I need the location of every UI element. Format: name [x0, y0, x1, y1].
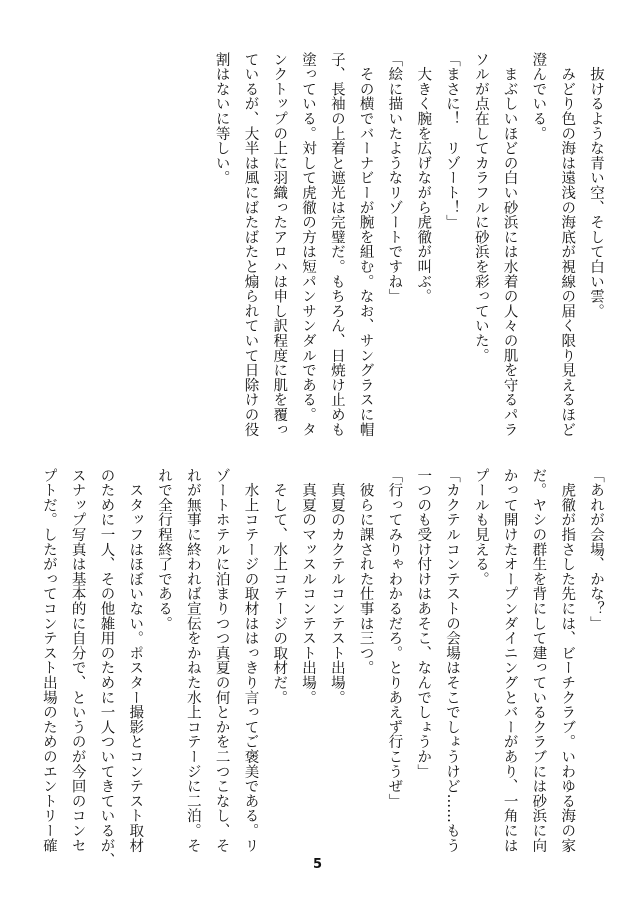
text-line: れが無事に終われば宣伝をかねた水上コテージに二泊。そ [184, 468, 201, 853]
text-line: まぶしいほどの白い砂浜には水着の人々の肌を守るパラ [501, 52, 518, 437]
text-line: ンクトップの上に羽織ったアロハは申し訳程度に肌を覆っ [271, 52, 288, 437]
text-line: だ。ヤシの群生を背にして建っているクラブには砂浜に向 [530, 468, 547, 853]
text-line: プールも見える。 [472, 468, 489, 587]
text-line: のために一人、その他雑用のために一人ついてきているが、 [98, 468, 115, 868]
text-line: 割はないに等しい。 [213, 52, 230, 186]
text-line: そして、水上コテージの取材だ。 [271, 468, 288, 705]
page-number: 5 [312, 857, 323, 872]
text-line: 「絵に描いたようなリゾートですね」 [386, 52, 403, 304]
text-line: みどり色の海は遠浅の海底が視線の届く限り見えるほど [559, 52, 576, 437]
text-line: 彼らに課された仕事は三つ。 [357, 468, 374, 676]
text-line: 「まさに！ リゾート！」 [444, 52, 461, 230]
text-line: 「カクテルコンテストの会場はそこでしょうけど……もう [444, 468, 461, 853]
text-line: 「あれが会場、かな？」 [588, 468, 604, 631]
text-line: 抜けるような青い空、そして白い雲。 [588, 52, 604, 319]
text-line: 真夏のマッスルコンテスト出場。 [300, 468, 317, 705]
upper-text-block [25, 52, 605, 442]
text-line: 「行ってみりゃわかるだろ。とりあえず行こうぜ」 [386, 468, 403, 809]
text-line: れで全行程終了である。 [156, 468, 173, 631]
text-line: 水上コテージの取材ははっきり言ってご褒美である。リ [242, 468, 259, 853]
text-line: ソルが点在してカラフルに砂浜を彩っていた。 [472, 52, 489, 363]
text-line: スナップ写真は基本的に自分で、というのが今回のコンセ [69, 468, 86, 853]
text-line: ゾートホテルに泊まりつつ真夏の何とかを二つこなし、そ [213, 468, 230, 853]
text-line: 一つのも受け付けはあそこ、なんでしょうか」 [415, 468, 432, 779]
text-line: かって開けたオープンダイニングとバーがあり、一角には [501, 468, 518, 853]
text-line: スタッフはほぼいない。ポスター撮影とコンテスト取材 [127, 468, 144, 853]
text-line: その横でバーナビーが腕を組む。なお、サングラスに帽 [357, 52, 374, 437]
text-line: 澄んでいる。 [530, 52, 547, 141]
text-line: プトだ。したがってコンテスト出場のためのエントリー確 [40, 468, 57, 853]
text-line: 塗っている。対して虎徹の方は短パンサンダルである。タ [300, 52, 317, 437]
text-line: 大きく腕を広げながら虎徹が叫ぶ。 [415, 52, 432, 304]
text-line: 虎徹が指さした先には、ビーチクラブ。いわゆる海の家 [559, 468, 576, 853]
text-line: 子、長袖の上着と遮光は完璧だ。もちろん、日焼け止めも [328, 52, 345, 437]
text-line: ているが、大半は風にばたばたと煽られていて日除けの役 [242, 52, 259, 437]
text-line: 真夏のカクテルコンテスト出場。 [328, 468, 345, 705]
lower-text-block [25, 468, 605, 868]
